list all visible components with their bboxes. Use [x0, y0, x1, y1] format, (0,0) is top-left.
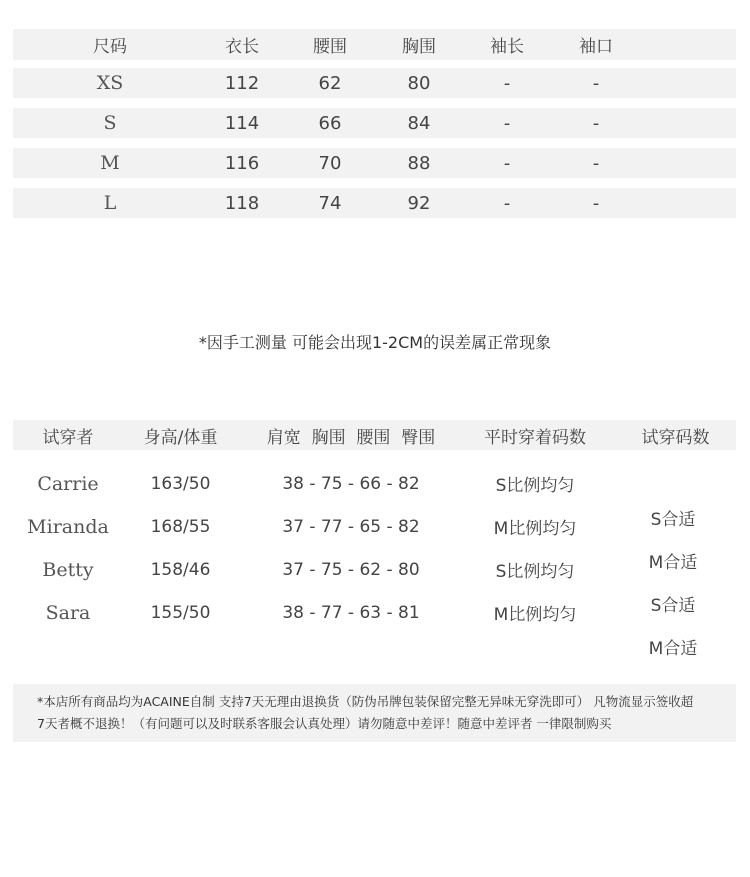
length-value: 118 [224, 192, 260, 214]
table-row [13, 188, 736, 218]
height-weight: 155/50 [150, 602, 211, 623]
policy-line-1: *本店所有商品均为ACAINE自制 支持7天无理由退换货（防伪吊牌包装保留完整无异味无穿洗即可） 凡物流显示签收超 [37, 694, 694, 709]
measurements: 37 - 77 - 65 - 82 [282, 516, 420, 537]
model-name: Miranda [27, 515, 109, 538]
cuff-value: - [592, 192, 600, 214]
height-weight: 158/46 [150, 559, 211, 580]
height-weight: 163/50 [150, 473, 211, 494]
header-size: 尺码 [93, 37, 127, 57]
cuff-value: - [592, 152, 600, 174]
waist-value: 66 [318, 112, 342, 134]
size-chart-table [13, 29, 736, 228]
waist-value: 62 [318, 72, 342, 94]
size-label: M [100, 152, 120, 174]
bust-value: 88 [407, 152, 431, 174]
model-name: Betty [42, 558, 94, 581]
header-try-size: 试穿码数 [641, 427, 710, 448]
header-cuff: 袖口 [579, 37, 613, 57]
table-row [13, 68, 736, 98]
bust-value: 92 [407, 192, 431, 214]
cuff-value: - [592, 72, 600, 94]
size-label: S [103, 112, 117, 134]
size-label: XS [96, 72, 124, 94]
sleeve-length-value: - [503, 192, 511, 214]
model-name: Carrie [37, 472, 99, 495]
length-value: 112 [224, 72, 260, 94]
waist-value: 70 [318, 152, 342, 174]
sleeve-length-value: - [503, 152, 511, 174]
sleeve-length-value: - [503, 112, 511, 134]
length-value: 116 [224, 152, 260, 174]
waist-value: 74 [318, 192, 342, 214]
usual-size: M比例均匀 [493, 605, 577, 625]
usual-size: S比例均匀 [495, 562, 575, 582]
try-on-size-column [623, 496, 723, 668]
return-policy-notice [13, 684, 736, 742]
measurements: 37 - 75 - 62 - 80 [282, 559, 420, 580]
usual-size: S比例均匀 [495, 476, 575, 496]
header-bust: 胸围 [402, 37, 436, 57]
policy-line-2: 7天者概不退换！（有问题可以及时联系客服会认真处理）请勿随意中差评！随意中差评者 一律限制购买 [37, 716, 612, 731]
header-length: 衣长 [225, 37, 259, 57]
sleeve-length-value: - [503, 72, 511, 94]
measurements: 38 - 75 - 66 - 82 [282, 473, 420, 494]
try-on-header-row [13, 420, 736, 450]
header-sleeve-length: 袖长 [490, 37, 524, 57]
usual-size: M比例均匀 [493, 519, 577, 539]
bust-value: 84 [407, 112, 431, 134]
model-name: Sara [45, 601, 91, 624]
cuff-value: - [592, 112, 600, 134]
table-row [13, 148, 736, 178]
fit-size: M合适 [648, 553, 698, 573]
fit-size: S合适 [650, 510, 696, 530]
bust-value: 80 [407, 72, 431, 94]
measurement-note: *因手工测量 可能会出现1-2CM的误差属正常现象 [198, 333, 552, 352]
length-value: 114 [224, 112, 260, 134]
header-measurements: 肩宽 胸围 腰围 臀围 [266, 427, 436, 448]
table-row [13, 108, 736, 138]
header-usual-size: 平时穿着码数 [484, 427, 586, 448]
size-label: L [103, 192, 117, 214]
height-weight: 168/55 [150, 516, 211, 537]
size-chart-header-row [13, 29, 736, 60]
header-model: 试穿者 [42, 427, 94, 448]
fit-size: S合适 [650, 596, 696, 616]
fit-size: M合适 [648, 639, 698, 659]
header-waist: 腰围 [313, 37, 347, 57]
header-height-weight: 身高/体重 [143, 427, 218, 448]
measurements: 38 - 77 - 63 - 81 [282, 602, 420, 623]
